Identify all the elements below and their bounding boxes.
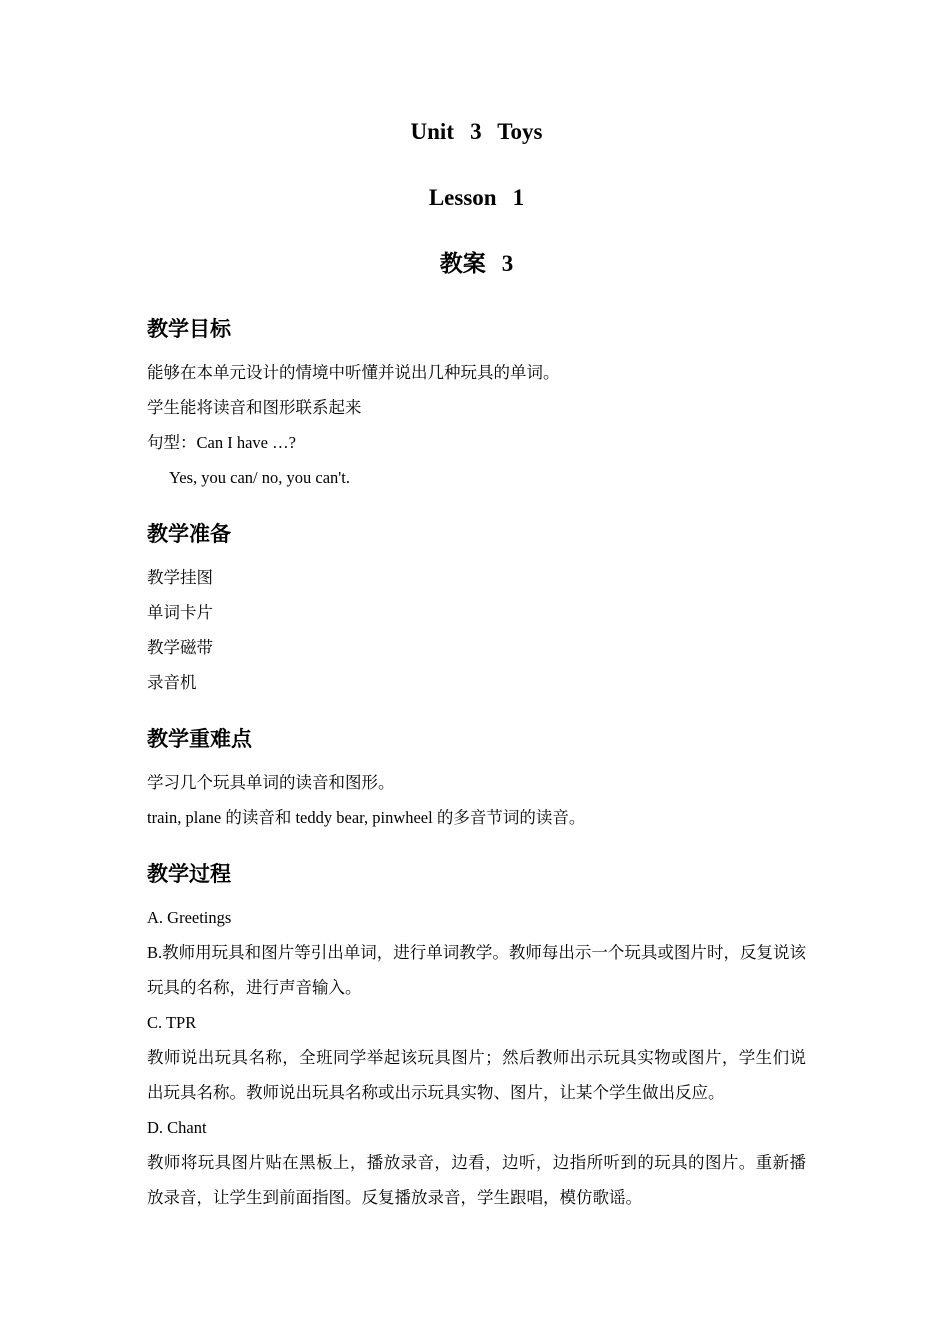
section-procedure bbox=[147, 861, 806, 1215]
section-objectives bbox=[147, 316, 806, 495]
doc-title-plan: 教案 3 bbox=[439, 251, 514, 276]
section-preparation bbox=[147, 521, 806, 700]
paragraph: C. TPR bbox=[147, 1013, 197, 1032]
section-heading-objectives: 教学目标 bbox=[147, 317, 231, 341]
doc-title-unit: Unit 3 Toys bbox=[410, 119, 543, 144]
paragraph: 学生能将读音和图形联系起来 bbox=[147, 398, 362, 417]
section-key-points bbox=[147, 726, 806, 835]
paragraph: 教师说出玩具名称，全班同学举起该玩具图片；然后教师出示玩具实物或图片，学生们说出玩具名称。教师说出玩具名称或出示玩具实物、图片，让某个学生做出反应。 bbox=[147, 1048, 806, 1102]
paragraph: A. Greetings bbox=[147, 908, 232, 927]
section-heading-preparation: 教学准备 bbox=[147, 522, 231, 546]
paragraph: 教师将玩具图片贴在黑板上，播放录音，边看，边听，边指所听到的玩具的图片。重新播放录音，让学生到前面指图。反复播放录音，学生跟唱，模仿歌谣。 bbox=[147, 1153, 806, 1207]
paragraph: D. Chant bbox=[147, 1118, 207, 1137]
paragraph: train, plane 的读音和 teddy bear, pinwheel 的多音节词的读音。 bbox=[147, 808, 586, 827]
paragraph: 学习几个玩具单词的读音和图形。 bbox=[147, 773, 395, 792]
paragraph: 单词卡片 bbox=[147, 603, 213, 622]
paragraph: 句型：Can I have …? bbox=[147, 433, 296, 452]
section-heading-procedure: 教学过程 bbox=[147, 862, 231, 886]
doc-title-lesson: Lesson 1 bbox=[428, 185, 525, 210]
paragraph: 能够在本单元设计的情境中听懂并说出几种玩具的单词。 bbox=[147, 363, 560, 382]
paragraph: B.教师用玩具和图片等引出单词，进行单词教学。教师每出示一个玩具或图片时，反复说该玩具的名称，进行声音输入。 bbox=[147, 943, 806, 997]
paragraph: 教学挂图 bbox=[147, 568, 213, 587]
paragraph: 教学磁带 bbox=[147, 638, 213, 657]
paragraph: 录音机 bbox=[147, 673, 197, 692]
section-heading-key-points: 教学重难点 bbox=[147, 727, 252, 751]
paragraph: Yes, you can/ no, you can't. bbox=[169, 468, 350, 487]
